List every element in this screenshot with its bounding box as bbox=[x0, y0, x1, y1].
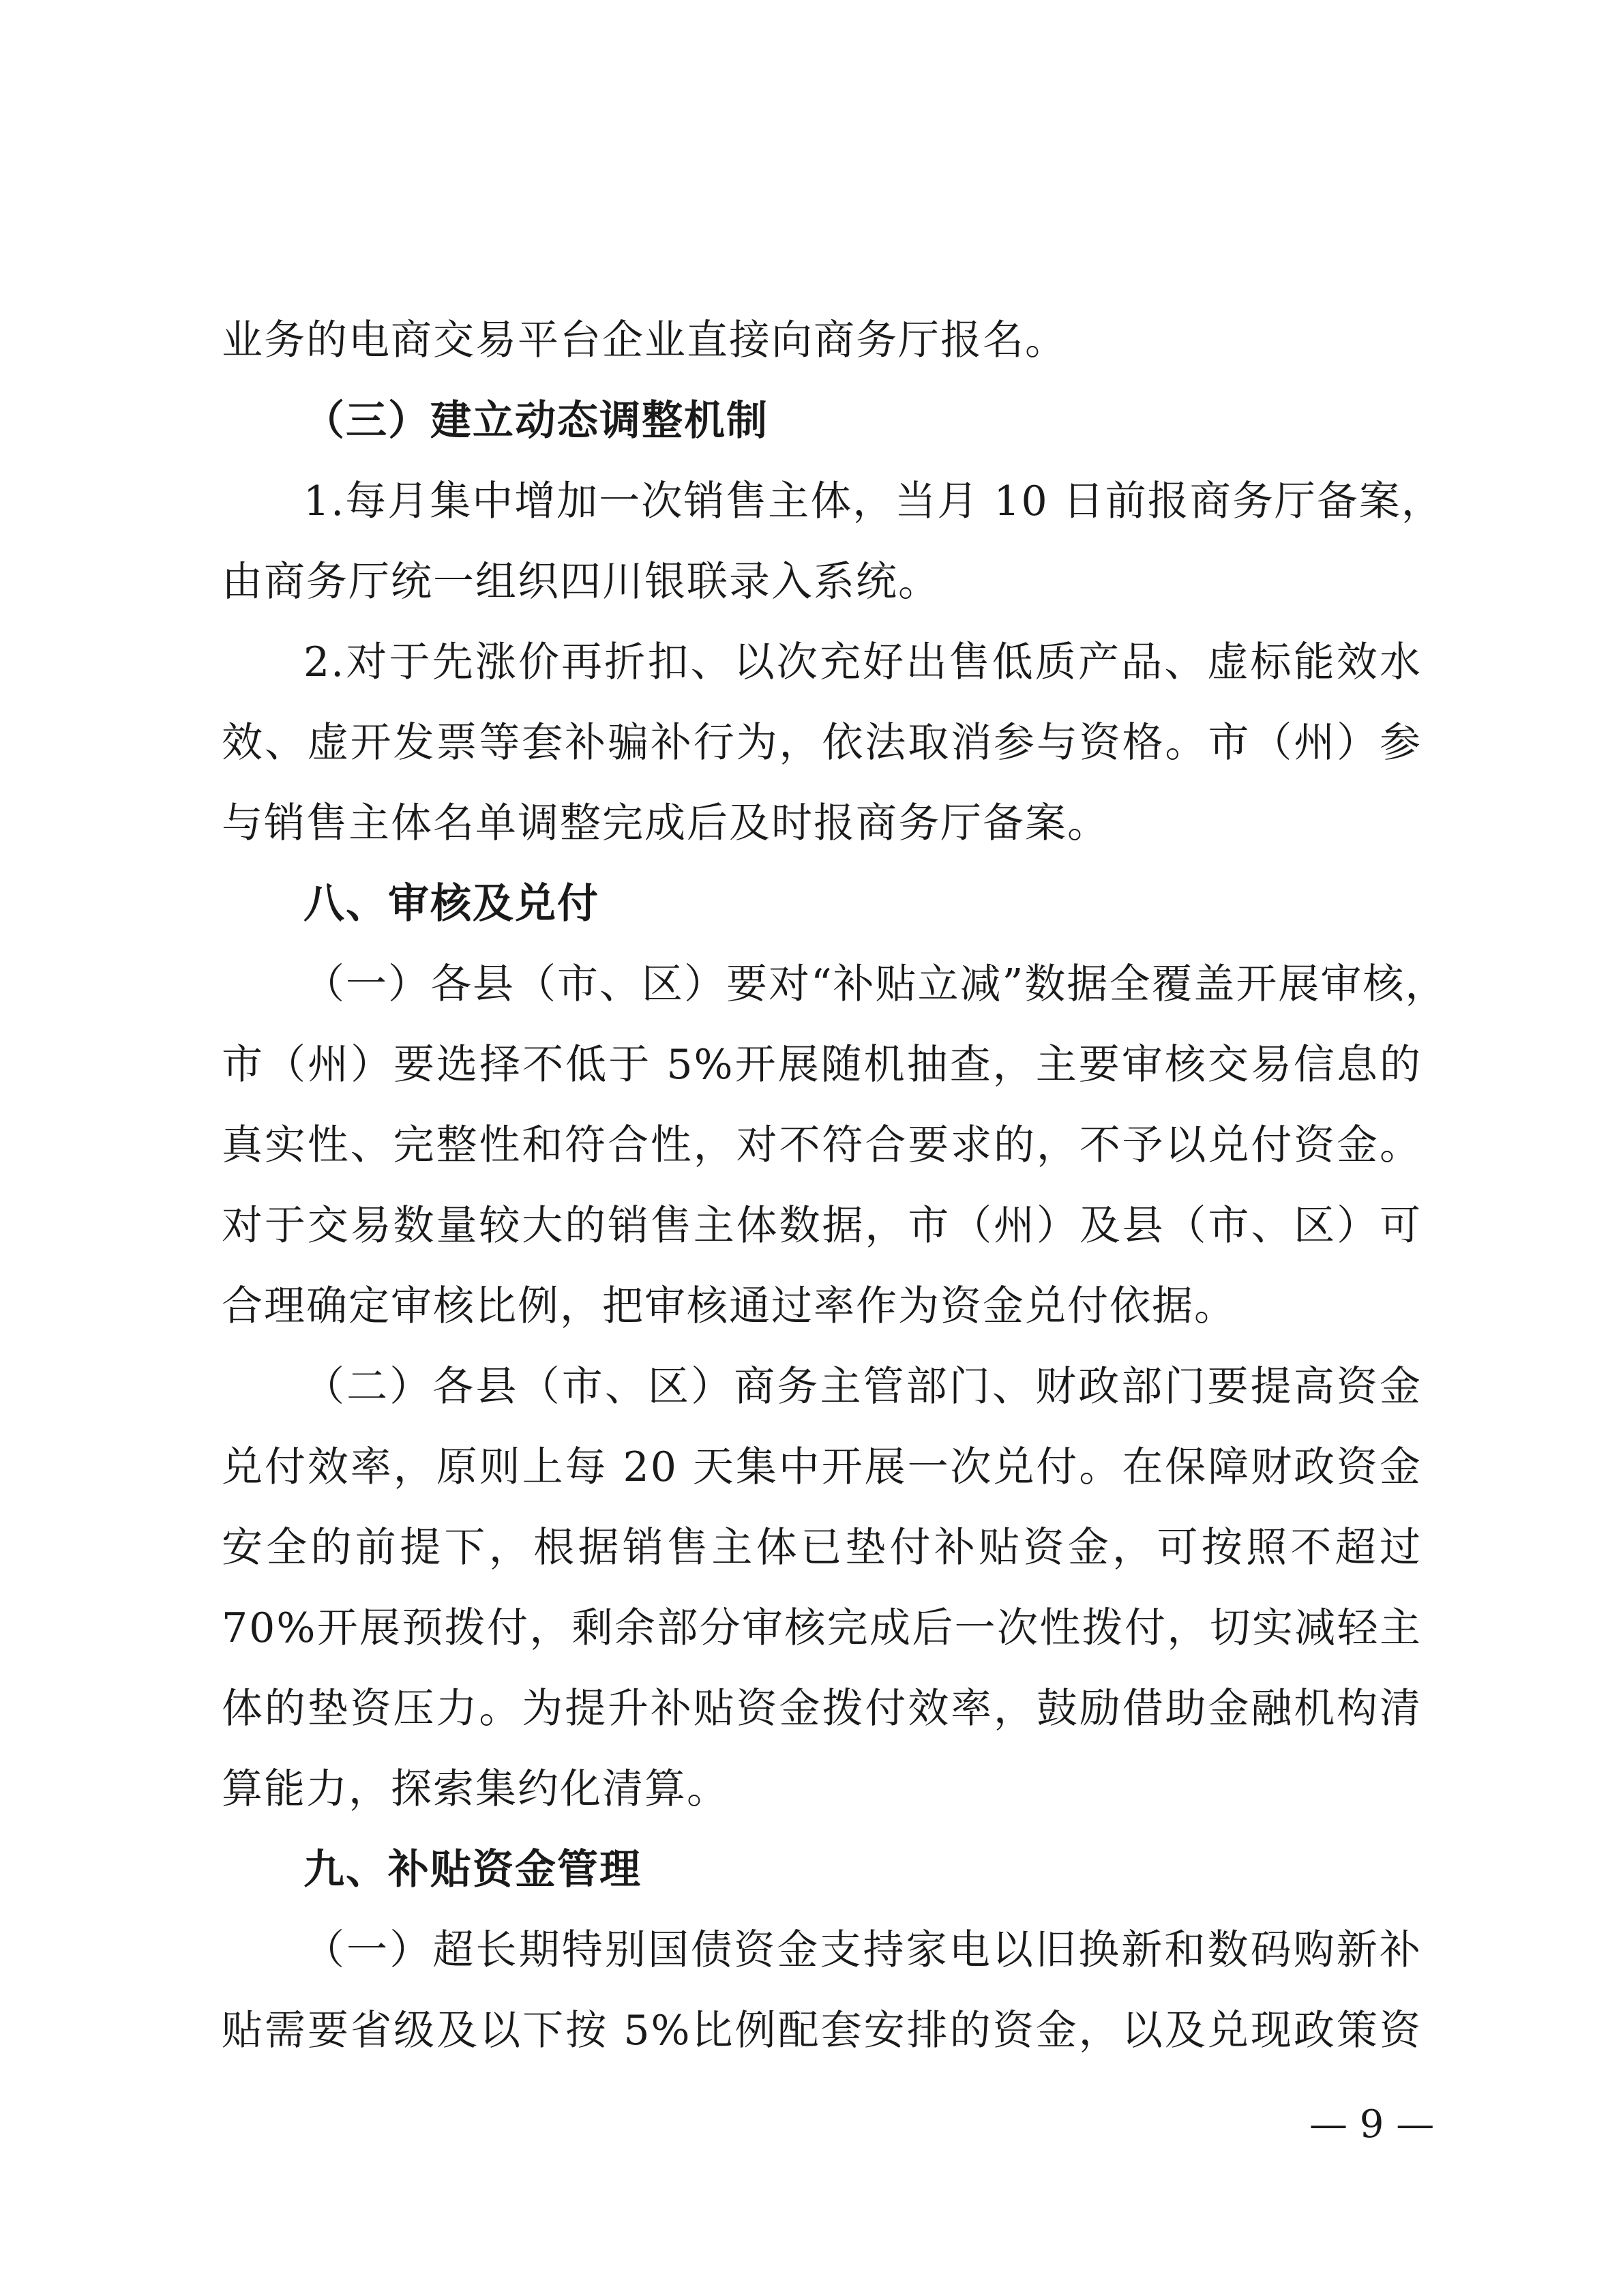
paragraph-line: 效、虚开发票等套补骗补行为，依法取消参与资格。市（州）参 bbox=[222, 719, 1422, 767]
paragraph-line: 市（州）要选择不低于 5%开展随机抽查，主要审核交易信息的 bbox=[222, 1041, 1422, 1089]
paragraph-line: （二）各县（市、区）商务主管部门、财政部门要提高资金 bbox=[303, 1363, 1422, 1411]
paragraph-line: 安全的前提下，根据销售主体已垫付补贴资金，可按照不超过 bbox=[222, 1524, 1422, 1572]
section-heading: 九、补贴资金管理 bbox=[303, 1846, 642, 1894]
paragraph-line: （一）超长期特别国债资金支持家电以旧换新和数码购新补 bbox=[303, 1926, 1422, 1974]
document-body bbox=[222, 300, 1448, 2071]
page-number: — 9 — bbox=[1309, 2102, 1435, 2147]
section-heading: 八、审核及兑付 bbox=[303, 880, 599, 928]
section-heading: （三）建立动态调整机制 bbox=[303, 397, 769, 445]
paragraph-line: 算能力，探索集约化清算。 bbox=[222, 1765, 729, 1813]
paragraph-line: 贴需要省级及以下按 5%比例配套安排的资金，以及兑现政策资 bbox=[222, 2007, 1422, 2055]
paragraph-line: 2.对于先涨价再折扣、以次充好出售低质产品、虚标能效水 bbox=[303, 638, 1422, 686]
paragraph-line: 由商务厅统一组织四川银联录入系统。 bbox=[222, 558, 940, 606]
paragraph-line: 对于交易数量较大的销售主体数据，市（州）及县（市、区）可 bbox=[222, 1202, 1422, 1250]
paragraph-line: 70%开展预拨付，剩余部分审核完成后一次性拨付，切实减轻主 bbox=[222, 1604, 1422, 1652]
paragraph-line: （一）各县（市、区）要对“补贴立减”数据全覆盖开展审核， bbox=[303, 960, 1448, 1008]
paragraph-line: 1.每月集中增加一次销售主体，当月 10 日前报商务厅备案， bbox=[303, 477, 1444, 525]
paragraph-line: 兑付效率，原则上每 20 天集中开展一次兑付。在保障财政资金 bbox=[222, 1443, 1422, 1491]
paragraph-line: 体的垫资压力。为提升补贴资金拨付效率，鼓励借助金融机构清 bbox=[222, 1685, 1422, 1733]
paragraph-line: 真实性、完整性和符合性，对不符合要求的，不予以兑付资金。 bbox=[222, 1121, 1422, 1169]
paragraph-line: 业务的电商交易平台企业直接向商务厅报名。 bbox=[222, 317, 1067, 364]
paragraph-line: 与销售主体名单调整完成后及时报商务厅备案。 bbox=[222, 799, 1110, 847]
paragraph-line: 合理确定审核比例，把审核通过率作为资金兑付依据。 bbox=[222, 1282, 1236, 1330]
